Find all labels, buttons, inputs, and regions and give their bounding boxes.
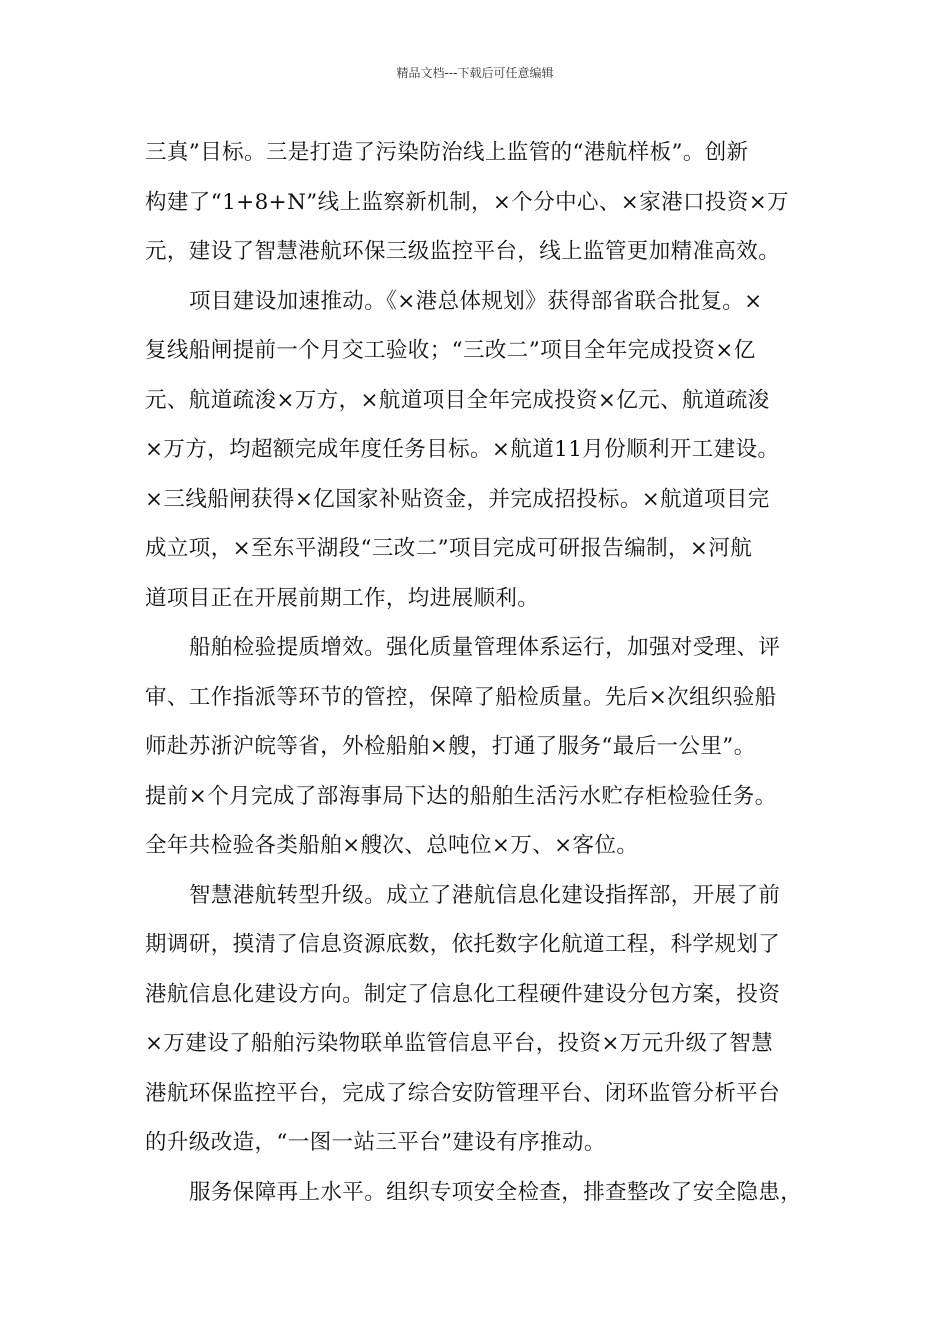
text-line-first: 智慧港航转型升级。成立了港航信息化建设指挥部，开展了前 bbox=[189, 882, 781, 908]
text-line: 元、航道疏浚×万方，×航道项目全年完成投资×亿元、航道疏浚 bbox=[145, 387, 770, 413]
text-line-first: 项目建设加速推动。《×港总体规划》获得部省联合批复。× bbox=[189, 288, 763, 314]
paragraph-project-construction bbox=[145, 277, 825, 624]
paragraph-smart-port bbox=[145, 871, 825, 1168]
text-line: 三真”目标。三是打造了污染防治线上监管的“港航样板”。创新 bbox=[145, 140, 749, 165]
text-line: 构建了“1+8+N”线上监察新机制，×个分中心、×家港口投资×万 bbox=[145, 189, 790, 215]
text-line: 期调研，摸清了信息资源底数，依托数字化航道工程，科学规划了 bbox=[145, 932, 781, 957]
paragraph-service-guarantee bbox=[145, 1168, 825, 1218]
text-line: 复线船闸提前一个月交工验收；“三改二”项目全年完成投资×亿 bbox=[145, 338, 756, 363]
text-line: 审、工作指派等环节的管控，保障了船检质量。先后×次组织验船 bbox=[145, 684, 777, 710]
text-line: ×三线船闸获得×亿国家补贴资金，并完成招投标。×航道项目完 bbox=[145, 486, 770, 512]
text-line: 元，建设了智慧港航环保三级监控平台，线上监管更加精准高效。 bbox=[145, 239, 781, 264]
text-line: 道项目正在开展前期工作，均进展顺利。 bbox=[145, 585, 540, 611]
text-line: 提前×个月完成了部海事局下达的船舶生活污水贮存柜检验任务。 bbox=[145, 783, 777, 809]
paragraph-intro-continued bbox=[145, 128, 825, 277]
document-body bbox=[145, 128, 825, 1217]
text-line: ×万建设了船舶污染物联单监管信息平台，投资×万元升级了智慧 bbox=[145, 1031, 774, 1056]
text-line: 师赴苏浙沪皖等省，外检船舶×艘，打通了服务“最后一公里”。 bbox=[145, 734, 756, 759]
text-line-first: 船舶检验提质增效。强化质量管理体系运行，加强对受理、评 bbox=[189, 635, 781, 660]
text-line: 成立项，×至东平湖段“三改二”项目完成可研报告编制，×河航 bbox=[145, 536, 753, 561]
text-line-first: 服务保障再上水平。组织专项安全检查，排查整改了安全隐患， bbox=[189, 1179, 803, 1205]
text-line: ×万方，均超额完成年度任务目标。×航道11月份顺利开工建设。 bbox=[145, 437, 780, 462]
text-line: 港航环保监控平台，完成了综合安防管理平台、闭环监管分析平台 bbox=[145, 1080, 781, 1106]
text-line: 全年共检验各类船舶×艘次、总吨位×万、×客位。 bbox=[145, 833, 639, 858]
page-header: 精品文档---下载后可任意编辑 bbox=[396, 66, 554, 80]
paragraph-ship-inspection bbox=[145, 623, 825, 871]
text-line: 港航信息化建设方向。制定了信息化工程硬件建设分包方案，投资 bbox=[145, 981, 781, 1007]
text-line: 的升级改造，“一图一站三平台”建设有序推动。 bbox=[145, 1130, 606, 1155]
